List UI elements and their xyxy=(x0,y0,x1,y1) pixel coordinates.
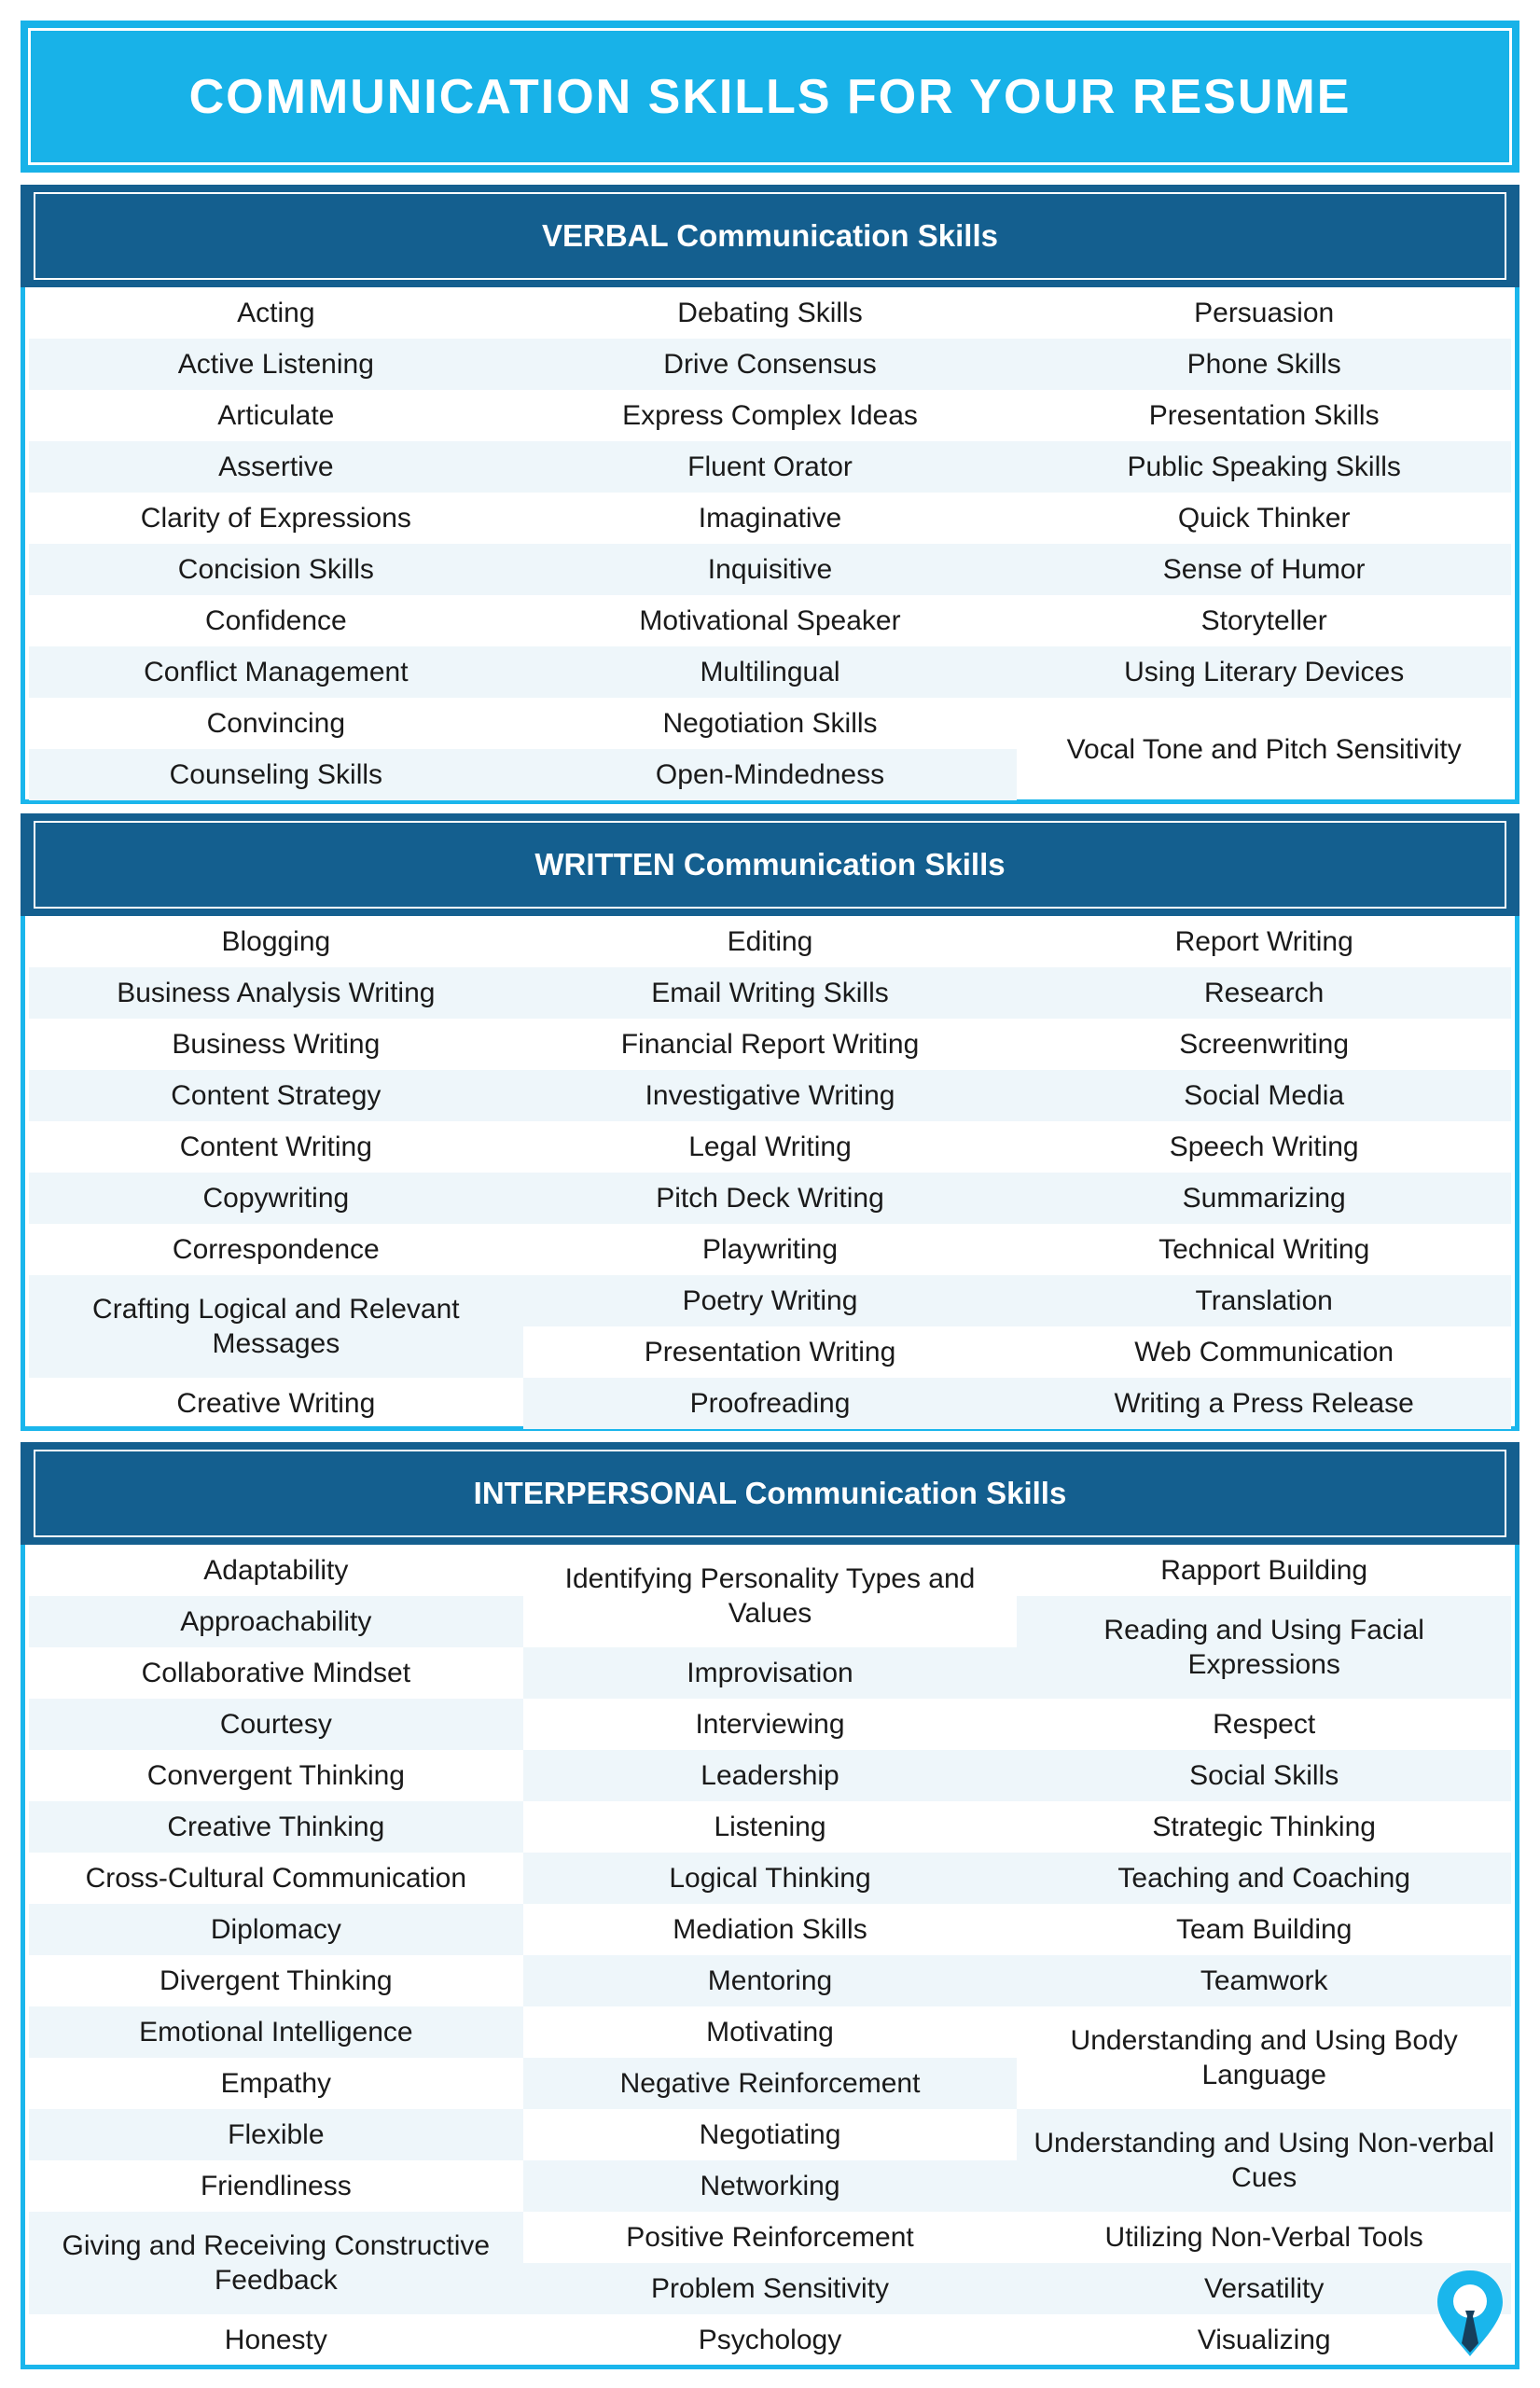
skill-item: Vocal Tone and Pitch Sensitivity xyxy=(1066,733,1462,765)
title-banner xyxy=(21,21,1519,173)
skill-item: Negotiation Skills xyxy=(662,708,878,739)
skill-item: Clarity of Expressions xyxy=(140,503,411,534)
interpersonal-col-2 xyxy=(523,1545,1018,2366)
written-header xyxy=(21,813,1519,916)
skill-item: Respect xyxy=(1213,1709,1316,1740)
skill-item: Legal Writing xyxy=(688,1132,852,1162)
written-col-2 xyxy=(523,916,1018,1429)
skill-item: Acting xyxy=(237,298,315,328)
skill-item: Fluent Orator xyxy=(523,441,1018,493)
skill-item: Friendliness xyxy=(200,2171,352,2201)
skill-item: Technical Writing xyxy=(1158,1234,1370,1265)
skill-item: Collaborative Mindset xyxy=(141,1658,411,1688)
skill-item: Research xyxy=(1017,967,1511,1019)
skill-item: Playwriting xyxy=(701,1234,839,1265)
map-pin-tie-icon xyxy=(1432,2267,1508,2360)
skill-item: Networking xyxy=(523,2160,1018,2212)
skill-item: Teaching and Coaching xyxy=(1017,1853,1511,1904)
skill-item: Social Media xyxy=(1017,1070,1511,1121)
skill-item: Adaptability xyxy=(203,1555,349,1586)
skill-item: Proofreading xyxy=(523,1378,1018,1429)
skill-item: Identifying Personality Types and Values xyxy=(564,1563,976,1629)
skill-item: Screenwriting xyxy=(1179,1029,1350,1060)
skill-item: Counseling Skills xyxy=(29,749,523,800)
skill-item: Web Communication xyxy=(1134,1337,1394,1368)
verbal-col-3 xyxy=(1017,287,1511,800)
written-col-3 xyxy=(1017,916,1511,1429)
skill-item: Utilizing Non-Verbal Tools xyxy=(1104,2222,1423,2253)
verbal-section xyxy=(21,185,1519,804)
skill-item: Report Writing xyxy=(1174,926,1353,957)
skill-item: Negative Reinforcement xyxy=(523,2058,1018,2109)
written-col-1 xyxy=(29,916,523,1429)
skill-item: Summarizing xyxy=(1017,1173,1511,1224)
skill-item: Inquisitive xyxy=(523,544,1018,595)
skill-item: Storyteller xyxy=(1200,605,1327,636)
skill-item: Interviewing xyxy=(695,1709,845,1740)
interpersonal-header xyxy=(21,1442,1519,1545)
written-section xyxy=(21,813,1519,1431)
skill-item: Public Speaking Skills xyxy=(1017,441,1511,493)
skill-item: Persuasion xyxy=(1194,298,1335,328)
page-title: COMMUNICATION SKILLS FOR YOUR RESUME xyxy=(188,69,1352,124)
skill-item: Cross-Cultural Communication xyxy=(85,1863,467,1894)
skill-item: Imaginative xyxy=(698,503,842,534)
skill-item: Strategic Thinking xyxy=(1152,1812,1376,1842)
skill-item: Emotional Intelligence xyxy=(29,2006,523,2058)
skill-item: Using Literary Devices xyxy=(1017,646,1511,698)
skill-item: Presentation Writing xyxy=(644,1337,896,1368)
skill-item: Rapport Building xyxy=(1160,1555,1368,1586)
skill-item: Confidence xyxy=(204,605,347,636)
skill-item: Motivational Speaker xyxy=(639,605,901,636)
skill-item: Visualizing xyxy=(1197,2325,1331,2355)
skill-item: Versatility xyxy=(1017,2263,1511,2314)
skill-item: Translation xyxy=(1017,1275,1511,1326)
skill-item: Pitch Deck Writing xyxy=(523,1173,1018,1224)
interpersonal-columns xyxy=(25,1545,1515,2366)
title-banner-frame xyxy=(28,28,1512,165)
skill-item: Reading and Using Facial Expressions xyxy=(1017,1596,1511,1699)
skill-item: Listening xyxy=(714,1812,826,1842)
skill-item: Giving and Receiving Constructive Feedback xyxy=(29,2212,523,2314)
skill-item: Psychology xyxy=(698,2325,842,2355)
verbal-columns xyxy=(25,287,1515,800)
skill-item: Creative Thinking xyxy=(29,1801,523,1853)
verbal-col-1 xyxy=(29,287,523,800)
skill-item: Social Skills xyxy=(1017,1750,1511,1801)
skill-item: Blogging xyxy=(221,926,331,957)
skill-item: Empathy xyxy=(220,2068,332,2099)
interpersonal-title: INTERPERSONAL Communication Skills xyxy=(473,1476,1067,1510)
skill-item: Understanding and Using Non-verbal Cues xyxy=(1017,2109,1511,2212)
skill-item: Sense of Humor xyxy=(1017,544,1511,595)
skill-item: Creative Writing xyxy=(176,1388,376,1419)
skill-item: Approachability xyxy=(29,1596,523,1647)
skill-item: Convincing xyxy=(206,708,346,739)
skill-item: Mediation Skills xyxy=(673,1914,867,1945)
skill-item: Content Strategy xyxy=(29,1070,523,1121)
skill-item: Problem Sensitivity xyxy=(523,2263,1018,2314)
written-title: WRITTEN Communication Skills xyxy=(534,847,1006,882)
skill-item: Concision Skills xyxy=(29,544,523,595)
skill-item: Phone Skills xyxy=(1017,339,1511,390)
skill-item: Correspondence xyxy=(172,1234,380,1265)
skill-item: Presentation Skills xyxy=(1148,400,1380,431)
interpersonal-section xyxy=(21,1442,1519,2369)
skill-item: Team Building xyxy=(1175,1914,1353,1945)
skill-item: Negotiating xyxy=(699,2119,841,2150)
skill-item: Honesty xyxy=(224,2325,327,2355)
skill-item: Teamwork xyxy=(1017,1955,1511,2006)
written-columns xyxy=(25,916,1515,1429)
skill-item: Diplomacy xyxy=(29,1904,523,1955)
skill-item: Courtesy xyxy=(29,1699,523,1750)
skill-item: Poetry Writing xyxy=(523,1275,1018,1326)
verbal-title: VERBAL Communication Skills xyxy=(542,218,998,253)
skill-item: Open-Mindedness xyxy=(523,749,1018,800)
skill-item: Conflict Management xyxy=(29,646,523,698)
skill-item: Business Writing xyxy=(172,1029,381,1060)
skill-item: Writing a Press Release xyxy=(1017,1378,1511,1429)
skill-item: Speech Writing xyxy=(1169,1132,1359,1162)
skill-item: Express Complex Ideas xyxy=(622,400,918,431)
skill-item: Business Analysis Writing xyxy=(29,967,523,1019)
skill-item: Multilingual xyxy=(523,646,1018,698)
skill-item: Content Writing xyxy=(179,1132,372,1162)
skill-item: Drive Consensus xyxy=(523,339,1018,390)
skill-item: Convergent Thinking xyxy=(146,1760,405,1791)
skill-item: Editing xyxy=(727,926,813,957)
skill-item: Motivating xyxy=(706,2017,834,2048)
skill-item: Leadership xyxy=(523,1750,1018,1801)
skill-item: Improvisation xyxy=(523,1647,1018,1699)
interpersonal-col-3 xyxy=(1017,1545,1511,2366)
skill-item: Logical Thinking xyxy=(523,1853,1018,1904)
skill-item: Crafting Logical and Relevant Messages xyxy=(29,1275,523,1378)
skill-item: Quick Thinker xyxy=(1177,503,1351,534)
skill-item: Articulate xyxy=(217,400,335,431)
skill-item: Understanding and Using Body Language xyxy=(1070,2025,1458,2090)
skill-item: Debating Skills xyxy=(677,298,863,328)
verbal-header xyxy=(21,185,1519,287)
skill-item: Active Listening xyxy=(29,339,523,390)
skill-item: Mentoring xyxy=(523,1955,1018,2006)
skill-item: Email Writing Skills xyxy=(523,967,1018,1019)
interpersonal-col-1 xyxy=(29,1545,523,2366)
skill-item: Financial Report Writing xyxy=(620,1029,920,1060)
skill-item: Investigative Writing xyxy=(523,1070,1018,1121)
skill-item: Copywriting xyxy=(29,1173,523,1224)
skill-item: Divergent Thinking xyxy=(160,1965,393,1996)
skill-item: Positive Reinforcement xyxy=(626,2222,914,2253)
verbal-col-2 xyxy=(523,287,1018,800)
skill-item: Flexible xyxy=(29,2109,523,2160)
skill-item: Assertive xyxy=(29,441,523,493)
